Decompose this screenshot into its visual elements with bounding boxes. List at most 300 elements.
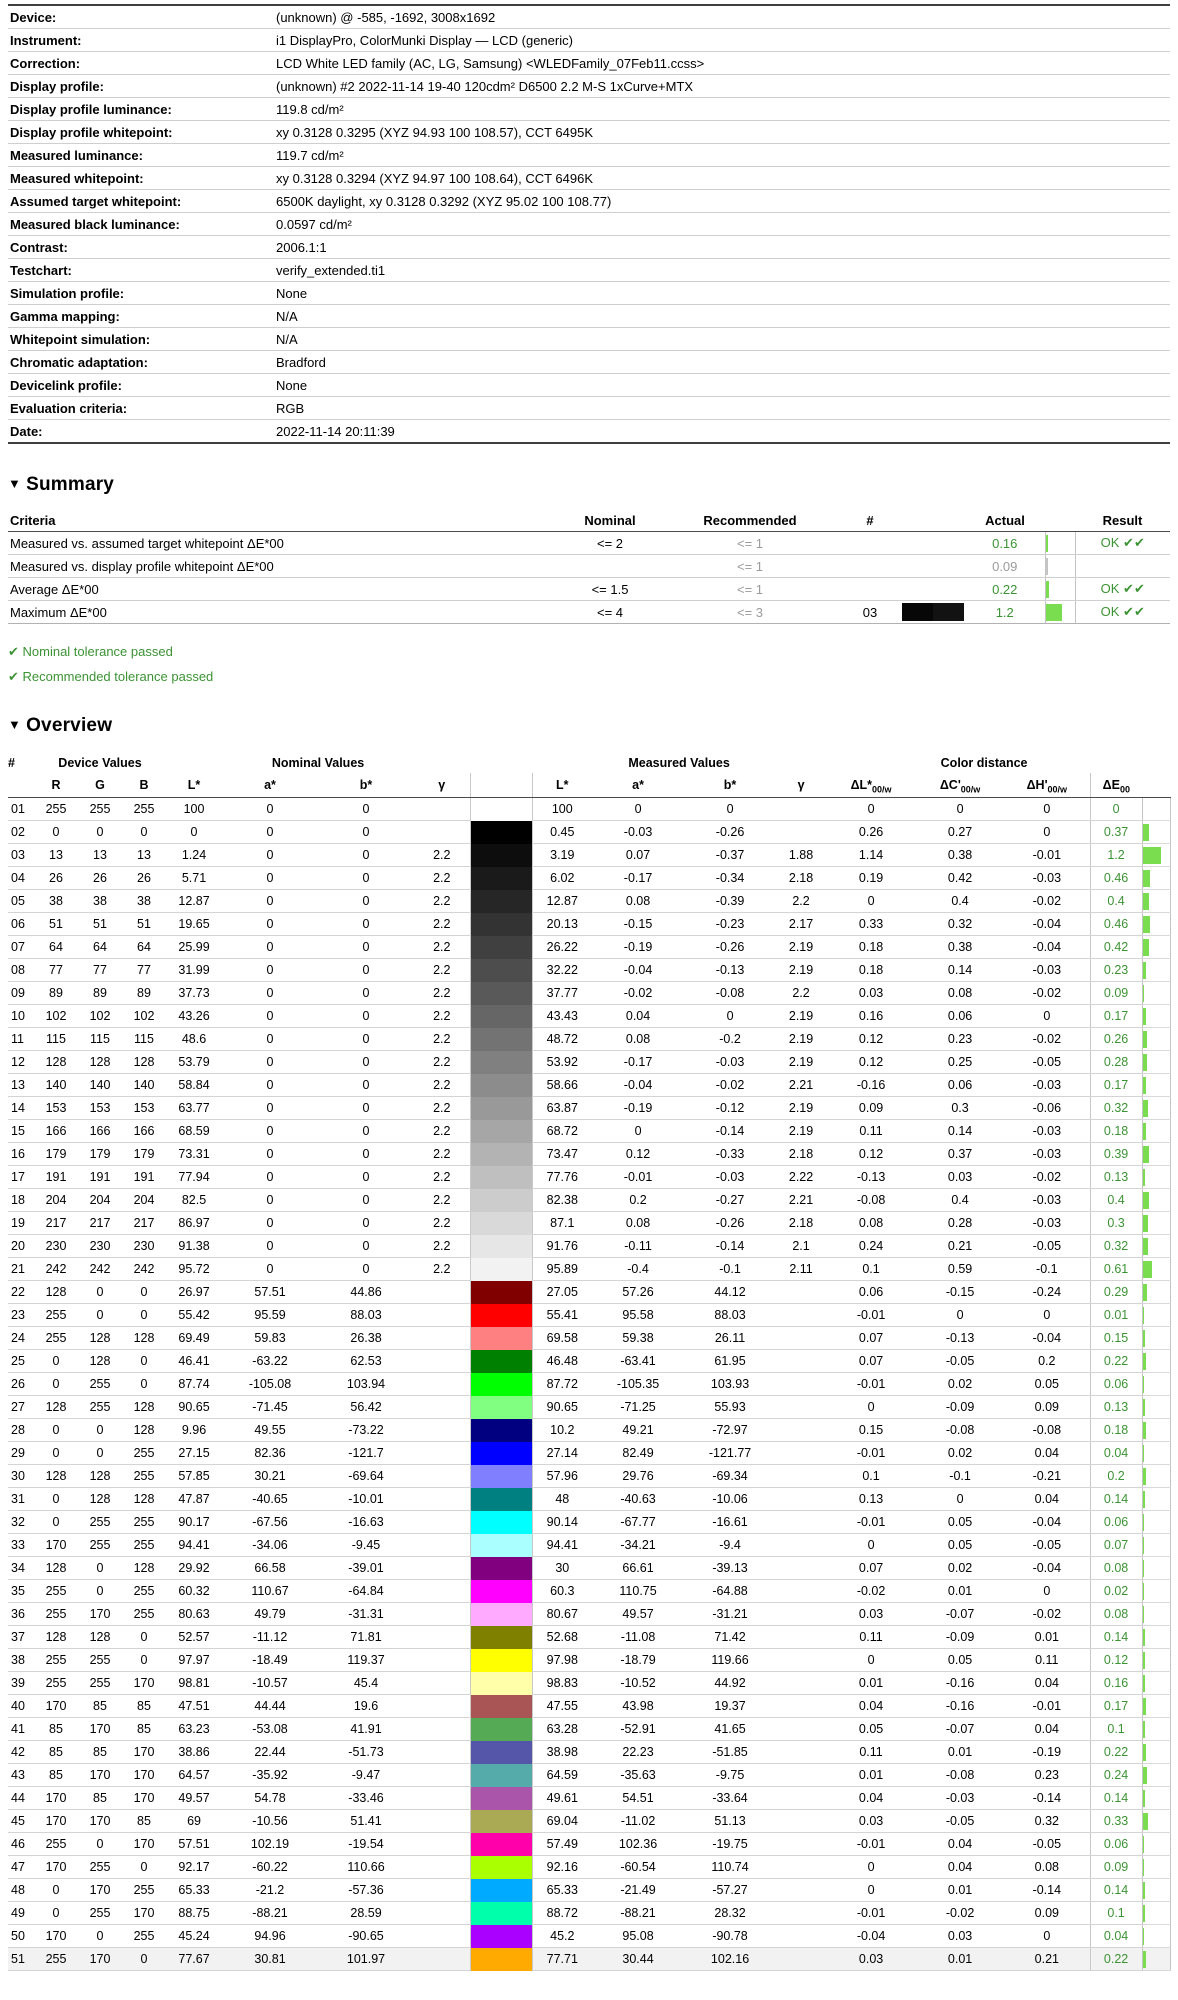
nominal-lstar: 64.57 xyxy=(166,1764,222,1787)
device-b: 170 xyxy=(122,1764,166,1787)
patch-number: 41 xyxy=(8,1718,34,1741)
device-r: 166 xyxy=(34,1120,78,1143)
nominal-lstar: 88.75 xyxy=(166,1902,222,1925)
device-b: 0 xyxy=(122,1304,166,1327)
nominal-astar: 0 xyxy=(222,1074,318,1097)
worst-patch-swatch-cell xyxy=(900,578,965,601)
info-label: Display profile luminance: xyxy=(8,98,274,121)
overview-row xyxy=(8,1948,1170,1971)
device-g: 170 xyxy=(78,1948,122,1971)
nominal-bstar: -69.64 xyxy=(318,1465,414,1488)
measured-lstar: 48.72 xyxy=(532,1028,592,1051)
nominal-gamma xyxy=(414,1304,470,1327)
measured-gamma xyxy=(776,1396,826,1419)
delta-e-value: 0.22 xyxy=(1090,1948,1142,1971)
patch-number: 51 xyxy=(8,1948,34,1971)
measured-astar: -10.52 xyxy=(592,1672,684,1695)
delta-l-value: -0.13 xyxy=(826,1166,916,1189)
overview-row xyxy=(8,913,1170,936)
measured-astar: 54.51 xyxy=(592,1787,684,1810)
device-g: 102 xyxy=(78,1005,122,1028)
info-value: Bradford xyxy=(274,351,1170,374)
measured-gamma xyxy=(776,1741,826,1764)
delta-l-value: 0.15 xyxy=(826,1419,916,1442)
nominal-gamma xyxy=(414,1925,470,1948)
overview-row xyxy=(8,1373,1170,1396)
delta-c-value: -0.08 xyxy=(916,1419,1004,1442)
measured-bstar: -51.85 xyxy=(684,1741,776,1764)
measured-lstar: 6.02 xyxy=(532,867,592,890)
delta-e-bar-cell xyxy=(1142,1419,1170,1442)
delta-c-value: 0.02 xyxy=(916,1442,1004,1465)
delta-h-value: -0.03 xyxy=(1004,1212,1090,1235)
delta-c-value: -0.16 xyxy=(916,1695,1004,1718)
measured-lstar: 80.67 xyxy=(532,1603,592,1626)
delta-h-value: -0.05 xyxy=(1004,1051,1090,1074)
patch-swatch xyxy=(470,1948,532,1971)
measured-astar: -52.91 xyxy=(592,1718,684,1741)
overview-row xyxy=(8,1649,1170,1672)
delta-h-value: -0.24 xyxy=(1004,1281,1090,1304)
nominal-lstar: 65.33 xyxy=(166,1879,222,1902)
patch-number: 38 xyxy=(8,1649,34,1672)
info-label: Measured luminance: xyxy=(8,144,274,167)
nominal-lstar: 1.24 xyxy=(166,844,222,867)
measured-lstar: 48 xyxy=(532,1488,592,1511)
delta-h-value: -0.06 xyxy=(1004,1097,1090,1120)
device-r: 128 xyxy=(34,1557,78,1580)
patch-number: 09 xyxy=(8,982,34,1005)
measured-gamma: 2.2 xyxy=(776,982,826,1005)
measured-lstar: 3.19 xyxy=(532,844,592,867)
delta-e-bar xyxy=(1143,1054,1147,1071)
info-row xyxy=(8,190,1170,213)
delta-e-bar-cell xyxy=(1142,867,1170,890)
nominal-lstar: 45.24 xyxy=(166,1925,222,1948)
nominal-bstar: 0 xyxy=(318,913,414,936)
device-b: 170 xyxy=(122,1833,166,1856)
measured-bstar: -39.13 xyxy=(684,1557,776,1580)
summary-section-toggle[interactable] xyxy=(8,474,1170,496)
nominal-lstar: 47.51 xyxy=(166,1695,222,1718)
summary-header-bar-spacer xyxy=(1045,509,1075,532)
nominal-astar: 30.21 xyxy=(222,1465,318,1488)
delta-h-value: -0.05 xyxy=(1004,1833,1090,1856)
delta-e-bar-cell xyxy=(1142,1396,1170,1419)
measured-gamma xyxy=(776,1902,826,1925)
delta-c-value: 0.03 xyxy=(916,1166,1004,1189)
delta-c-value: -0.07 xyxy=(916,1603,1004,1626)
delta-e-bar xyxy=(1143,1284,1147,1301)
patch-number: 21 xyxy=(8,1258,34,1281)
overview-row xyxy=(8,1189,1170,1212)
info-row xyxy=(8,305,1170,328)
device-b: 0 xyxy=(122,821,166,844)
measured-gamma xyxy=(776,1787,826,1810)
device-g: 255 xyxy=(78,1373,122,1396)
delta-c-value: 0.27 xyxy=(916,821,1004,844)
nominal-lstar: 25.99 xyxy=(166,936,222,959)
patch-number: 43 xyxy=(8,1764,34,1787)
measured-astar: -0.17 xyxy=(592,1051,684,1074)
delta-e-value: 0.02 xyxy=(1090,1580,1142,1603)
nominal-astar: 0 xyxy=(222,1258,318,1281)
device-b: 128 xyxy=(122,1051,166,1074)
overview-row xyxy=(8,959,1170,982)
delta-h-value: 0.01 xyxy=(1004,1626,1090,1649)
overview-row xyxy=(8,1097,1170,1120)
overview-row xyxy=(8,1672,1170,1695)
nominal-gamma: 2.2 xyxy=(414,1120,470,1143)
delta-c-value: -0.16 xyxy=(916,1672,1004,1695)
nominal-gamma xyxy=(414,1672,470,1695)
delta-e-value: 0.3 xyxy=(1090,1212,1142,1235)
delta-h-value: 0.08 xyxy=(1004,1856,1090,1879)
nominal-gamma: 2.2 xyxy=(414,1189,470,1212)
delta-c-value: -0.05 xyxy=(916,1350,1004,1373)
worst-patch-number: 03 xyxy=(840,601,900,624)
group-header-measured-values: Measured Values xyxy=(628,755,730,770)
device-b: 85 xyxy=(122,1810,166,1833)
measured-lstar: 57.49 xyxy=(532,1833,592,1856)
overview-row xyxy=(8,1396,1170,1419)
measured-gamma: 2.17 xyxy=(776,913,826,936)
delta-e-value: 0.06 xyxy=(1090,1511,1142,1534)
nominal-astar: 54.78 xyxy=(222,1787,318,1810)
delta-h-value: -0.03 xyxy=(1004,1074,1090,1097)
nominal-lstar: 31.99 xyxy=(166,959,222,982)
measured-lstar: 10.2 xyxy=(532,1419,592,1442)
info-value: xy 0.3128 0.3295 (XYZ 94.93 100 108.57), CCT 6495K xyxy=(274,121,1170,144)
group-header-bar-spacer xyxy=(1142,752,1170,773)
measured-bstar: 61.95 xyxy=(684,1350,776,1373)
measured-lstar: 97.98 xyxy=(532,1649,592,1672)
delta-h-value: 0.2 xyxy=(1004,1350,1090,1373)
delta-e-value: 0.17 xyxy=(1090,1074,1142,1097)
delta-l-value: -0.01 xyxy=(826,1902,916,1925)
delta-e-bar-cell xyxy=(1142,1948,1170,1971)
device-g: 0 xyxy=(78,1833,122,1856)
measured-bstar: -0.39 xyxy=(684,890,776,913)
delta-e-bar xyxy=(1143,1675,1145,1692)
patch-number: 23 xyxy=(8,1304,34,1327)
nominal-bstar: 41.91 xyxy=(318,1718,414,1741)
info-label: Display profile whitepoint: xyxy=(8,121,274,144)
delta-e-bar-cell xyxy=(1142,1442,1170,1465)
overview-row xyxy=(8,982,1170,1005)
nominal-bstar: 0 xyxy=(318,798,414,821)
delta-e-bar xyxy=(1143,1790,1145,1807)
measured-bstar: -0.37 xyxy=(684,844,776,867)
nominal-gamma xyxy=(414,1948,470,1971)
info-value: N/A xyxy=(274,328,1170,351)
patch-number: 49 xyxy=(8,1902,34,1925)
patch-swatch xyxy=(470,1902,532,1925)
delta-e-value: 0.1 xyxy=(1090,1902,1142,1925)
device-b: 85 xyxy=(122,1718,166,1741)
info-row xyxy=(8,167,1170,190)
delta-e-bar xyxy=(1143,1652,1145,1669)
device-r: 128 xyxy=(34,1281,78,1304)
nominal-astar: 95.59 xyxy=(222,1304,318,1327)
delta-c-value: 0.05 xyxy=(916,1511,1004,1534)
measured-bstar: -16.61 xyxy=(684,1511,776,1534)
delta-e-bar-cell xyxy=(1142,1235,1170,1258)
device-b: 255 xyxy=(122,798,166,821)
delta-l-value: 0.04 xyxy=(826,1695,916,1718)
col-header-nominal-astar: a* xyxy=(222,773,318,798)
nominal-lstar: 12.87 xyxy=(166,890,222,913)
measured-gamma: 2.18 xyxy=(776,1143,826,1166)
patch-number: 22 xyxy=(8,1281,34,1304)
device-g: 255 xyxy=(78,798,122,821)
delta-e-bar-cell xyxy=(1142,1281,1170,1304)
overview-row xyxy=(8,1603,1170,1626)
measured-lstar: 55.41 xyxy=(532,1304,592,1327)
nominal-astar: -67.56 xyxy=(222,1511,318,1534)
info-value: i1 DisplayPro, ColorMunki Display — LCD (generic) xyxy=(274,29,1170,52)
nominal-astar: 0 xyxy=(222,1097,318,1120)
delta-l-value: 0.03 xyxy=(826,1603,916,1626)
nominal-gamma xyxy=(414,1557,470,1580)
tolerance-notes xyxy=(8,644,1170,685)
nominal-bstar: 88.03 xyxy=(318,1304,414,1327)
measured-bstar: 103.93 xyxy=(684,1373,776,1396)
patch-number: 11 xyxy=(8,1028,34,1051)
nominal-astar: 57.51 xyxy=(222,1281,318,1304)
device-r: 0 xyxy=(34,1488,78,1511)
overview-row xyxy=(8,936,1170,959)
measured-astar: 0.12 xyxy=(592,1143,684,1166)
delta-c-value: 0.01 xyxy=(916,1580,1004,1603)
patch-swatch xyxy=(470,1879,532,1902)
measured-gamma xyxy=(776,1948,826,1971)
info-label: Measured whitepoint: xyxy=(8,167,274,190)
measured-astar: -105.35 xyxy=(592,1373,684,1396)
device-g: 115 xyxy=(78,1028,122,1051)
measured-bstar: -69.34 xyxy=(684,1465,776,1488)
device-b: 64 xyxy=(122,936,166,959)
measured-bstar: -0.34 xyxy=(684,867,776,890)
nominal-gamma xyxy=(414,821,470,844)
delta-e-bar xyxy=(1143,916,1150,933)
device-r: 85 xyxy=(34,1741,78,1764)
delta-e-bar-cell xyxy=(1142,1028,1170,1051)
measured-bstar: -0.12 xyxy=(684,1097,776,1120)
col-header-b: B xyxy=(122,773,166,798)
patch-swatch xyxy=(470,959,532,982)
delta-e-bar-cell xyxy=(1142,1787,1170,1810)
nominal-gamma: 2.2 xyxy=(414,1051,470,1074)
measured-gamma xyxy=(776,1879,826,1902)
nominal-lstar: 53.79 xyxy=(166,1051,222,1074)
overview-row xyxy=(8,1810,1170,1833)
patch-swatch xyxy=(470,1005,532,1028)
nominal-lstar: 100 xyxy=(166,798,222,821)
group-header-device-values: Device Values xyxy=(58,755,142,770)
measured-bstar: -0.03 xyxy=(684,1166,776,1189)
delta-l-value: 0.33 xyxy=(826,913,916,936)
overview-row xyxy=(8,1488,1170,1511)
patch-swatch xyxy=(470,1557,532,1580)
device-r: 38 xyxy=(34,890,78,913)
measured-gamma xyxy=(776,1856,826,1879)
summary-header-count: # xyxy=(840,509,900,532)
measured-astar: -67.77 xyxy=(592,1511,684,1534)
patch-swatch xyxy=(470,1143,532,1166)
overview-section-toggle[interactable] xyxy=(8,715,1170,737)
measured-lstar: 27.14 xyxy=(532,1442,592,1465)
patch-number: 46 xyxy=(8,1833,34,1856)
nominal-bstar: 26.38 xyxy=(318,1327,414,1350)
device-b: 77 xyxy=(122,959,166,982)
delta-e-bar xyxy=(1143,1468,1146,1485)
nominal-gamma xyxy=(414,1764,470,1787)
delta-l-value: 0.18 xyxy=(826,936,916,959)
nominal-bstar: 0 xyxy=(318,1166,414,1189)
measured-astar: 95.08 xyxy=(592,1925,684,1948)
recommended-tolerance: <= 3 xyxy=(660,601,840,624)
overview-row xyxy=(8,1419,1170,1442)
device-r: 170 xyxy=(34,1695,78,1718)
measured-astar: 57.26 xyxy=(592,1281,684,1304)
nominal-bstar: -51.73 xyxy=(318,1741,414,1764)
measured-bstar: -0.03 xyxy=(684,1051,776,1074)
patch-swatch xyxy=(470,936,532,959)
device-r: 128 xyxy=(34,1626,78,1649)
nominal-bstar: 0 xyxy=(318,867,414,890)
recommended-tolerance-note: ✔ Recommended tolerance passed xyxy=(8,669,214,684)
delta-l-value: 0.07 xyxy=(826,1327,916,1350)
device-r: 191 xyxy=(34,1166,78,1189)
measured-astar: -88.21 xyxy=(592,1902,684,1925)
delta-e-bar xyxy=(1143,1491,1145,1508)
measured-gamma xyxy=(776,1580,826,1603)
nominal-lstar: 73.31 xyxy=(166,1143,222,1166)
nominal-astar: 0 xyxy=(222,844,318,867)
device-g: 170 xyxy=(78,1718,122,1741)
delta-c-value: 0.04 xyxy=(916,1856,1004,1879)
device-g: 0 xyxy=(78,1557,122,1580)
patch-swatch xyxy=(470,1074,532,1097)
measured-lstar: 52.68 xyxy=(532,1626,592,1649)
delta-h-value: -0.03 xyxy=(1004,1143,1090,1166)
info-row xyxy=(8,351,1170,374)
delta-c-value: 0.3 xyxy=(916,1097,1004,1120)
summary-section-title: Summary xyxy=(26,474,115,495)
delta-h-value: 0.09 xyxy=(1004,1396,1090,1419)
device-g: 85 xyxy=(78,1695,122,1718)
nominal-lstar: 97.97 xyxy=(166,1649,222,1672)
delta-l-value: -0.01 xyxy=(826,1304,916,1327)
criteria-label: Average ΔE*00 xyxy=(8,578,560,601)
patch-swatch xyxy=(470,1281,532,1304)
worst-patch-number xyxy=(840,532,900,555)
delta-l-value: 0 xyxy=(826,1534,916,1557)
delta-e-bar-cell xyxy=(1142,1051,1170,1074)
device-r: 217 xyxy=(34,1212,78,1235)
nominal-gamma xyxy=(414,1856,470,1879)
measured-astar: -35.63 xyxy=(592,1764,684,1787)
patch-number: 25 xyxy=(8,1350,34,1373)
device-r: 255 xyxy=(34,1948,78,1971)
patch-number: 06 xyxy=(8,913,34,936)
delta-e-bar xyxy=(1143,1238,1148,1255)
delta-e-bar-cell xyxy=(1142,821,1170,844)
summary-row xyxy=(8,601,1170,624)
measured-bstar: -9.75 xyxy=(684,1764,776,1787)
delta-e-bar xyxy=(1143,1261,1152,1278)
patch-swatch xyxy=(470,1787,532,1810)
device-r: 0 xyxy=(34,1350,78,1373)
delta-c-value: 0.21 xyxy=(916,1235,1004,1258)
nominal-bstar: 0 xyxy=(318,1120,414,1143)
nominal-bstar: 0 xyxy=(318,1028,414,1051)
delta-h-value: -0.02 xyxy=(1004,1028,1090,1051)
delta-e-bar xyxy=(1143,1767,1147,1784)
measured-lstar: 43.43 xyxy=(532,1005,592,1028)
delta-e-value: 0.32 xyxy=(1090,1235,1142,1258)
measured-astar: 95.58 xyxy=(592,1304,684,1327)
info-label: Contrast: xyxy=(8,236,274,259)
delta-e-bar xyxy=(1143,1629,1145,1646)
device-info-table xyxy=(8,4,1170,444)
measured-lstar: 88.72 xyxy=(532,1902,592,1925)
delta-e-bar-cell xyxy=(1142,1074,1170,1097)
delta-e-value: 0.42 xyxy=(1090,936,1142,959)
patch-swatch xyxy=(470,1580,532,1603)
delta-l-value: 0 xyxy=(826,1856,916,1879)
nominal-gamma xyxy=(414,1879,470,1902)
measured-astar: -0.04 xyxy=(592,1074,684,1097)
patch-swatch xyxy=(470,1649,532,1672)
worst-patch-number xyxy=(840,555,900,578)
patch-number: 18 xyxy=(8,1189,34,1212)
patch-swatch xyxy=(470,1925,532,1948)
device-b: 255 xyxy=(122,1580,166,1603)
measured-astar: -18.79 xyxy=(592,1649,684,1672)
delta-e-bar-cell xyxy=(1142,959,1170,982)
device-g: 179 xyxy=(78,1143,122,1166)
measured-astar: 59.38 xyxy=(592,1327,684,1350)
nominal-astar: 0 xyxy=(222,959,318,982)
nominal-gamma xyxy=(414,1396,470,1419)
delta-l-value: 0.12 xyxy=(826,1028,916,1051)
nominal-lstar: 38.86 xyxy=(166,1741,222,1764)
worst-patch-swatch-cell xyxy=(900,532,965,555)
nominal-lstar: 57.85 xyxy=(166,1465,222,1488)
summary-header-swatch-spacer xyxy=(900,509,965,532)
nominal-bstar: 51.41 xyxy=(318,1810,414,1833)
delta-e-bar-cell xyxy=(1142,1143,1170,1166)
device-b: 242 xyxy=(122,1258,166,1281)
delta-h-value: 0 xyxy=(1004,1925,1090,1948)
nominal-gamma: 2.2 xyxy=(414,1258,470,1281)
delta-l-value: 0 xyxy=(826,798,916,821)
delta-e-bar-cell xyxy=(1142,1304,1170,1327)
delta-e-value: 0.61 xyxy=(1090,1258,1142,1281)
delta-e-value: 0.2 xyxy=(1090,1465,1142,1488)
delta-l-value: 0.06 xyxy=(826,1281,916,1304)
measured-bstar: -64.88 xyxy=(684,1580,776,1603)
delta-e-bar xyxy=(1143,1537,1144,1554)
overview-row xyxy=(8,1143,1170,1166)
nominal-lstar: 87.74 xyxy=(166,1373,222,1396)
patch-number: 37 xyxy=(8,1626,34,1649)
delta-e-bar xyxy=(1143,1169,1145,1186)
device-r: 179 xyxy=(34,1143,78,1166)
col-header-r: R xyxy=(34,773,78,798)
